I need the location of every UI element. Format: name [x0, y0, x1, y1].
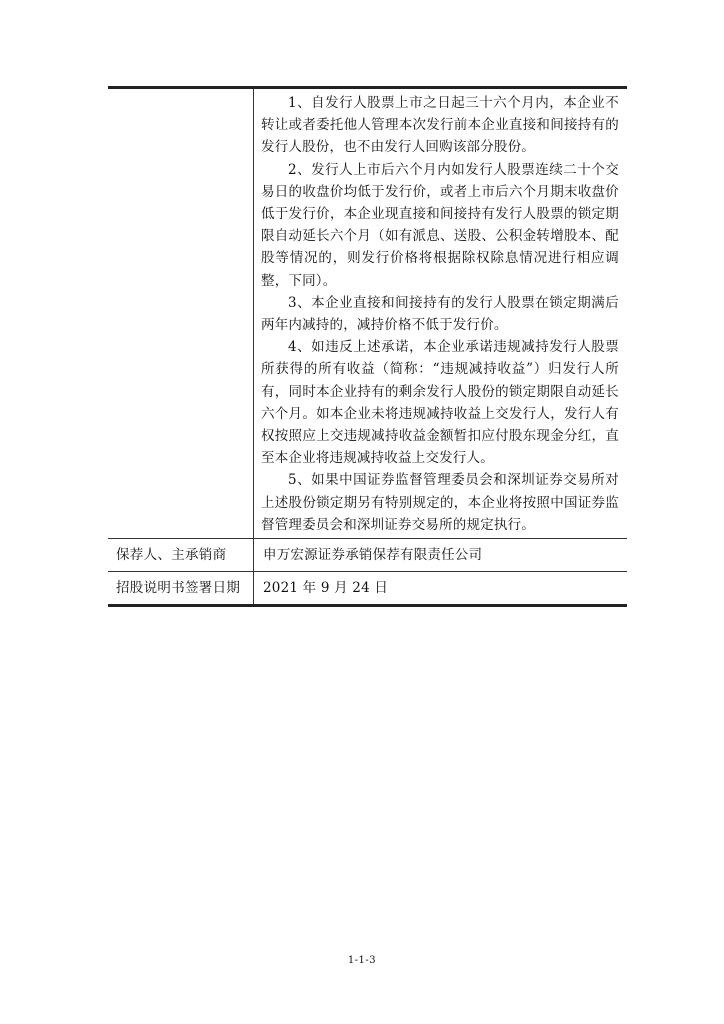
commitment-paragraph-5: 5、如果中国证券监督管理委员会和深圳证券交易所对上述股份锁定期另有特别规定的，本企业将按照中国证券监督管理委员会和深圳证券交易所的规定执行。	[261, 472, 619, 533]
row-label-empty	[108, 89, 254, 538]
sponsor-label: 保荐人、主承销商	[108, 539, 254, 571]
page-number: 1-1-3	[347, 955, 377, 966]
table-row-signing-date	[108, 571, 627, 604]
commitment-paragraph-2: 2、发行人上市后六个月内如发行人股票连续二十个交易日的收盘价均低于发行价，或者上市后六个月期末收盘价低于发行价，本企业现直接和间接持有发行人股票的锁定期限自动延长六个月（如有派息、送股、公积金转增股本、配股等情况的，则发行价格将根据除权除息情况进行相应调整，下同）。	[261, 161, 619, 289]
signing-date-value: 2021 年 9 月 24 日	[263, 580, 389, 597]
commitment-paragraph-3: 3、本企业直接和间接持有的发行人股票在锁定期满后两年内减持的，减持价格不低于发行价。	[261, 294, 619, 334]
sponsor-value: 申万宏源证券承销保荐有限责任公司	[263, 547, 483, 564]
commitment-text	[254, 89, 627, 538]
signing-date-label: 招股说明书签署日期	[108, 572, 254, 604]
commitment-paragraph-4: 4、如违反上述承诺，本企业承诺违规减持发行人股票所获得的所有收益（简称：“违规减持收益”）归发行人所有，同时本企业持有的剩余发行人股份的锁定期限自动延长六个月。如本企业未将违规减持收益上交发行人，发行人有权按照应上交违规减持收益金额暂扣应付股东现金分红，直至本企业将违规减持收益上交发行人。	[261, 339, 619, 467]
commitment-paragraph-1: 1、自发行人股票上市之日起三十六个月内，本企业不转让或者委托他人管理本次发行前本企业直接和间接持有的发行人股份，也不由发行人回购该部分股份。	[261, 95, 619, 156]
table-row-sponsor	[108, 538, 627, 571]
table-row-lockup-commitment	[108, 89, 627, 538]
info-table	[108, 86, 627, 607]
